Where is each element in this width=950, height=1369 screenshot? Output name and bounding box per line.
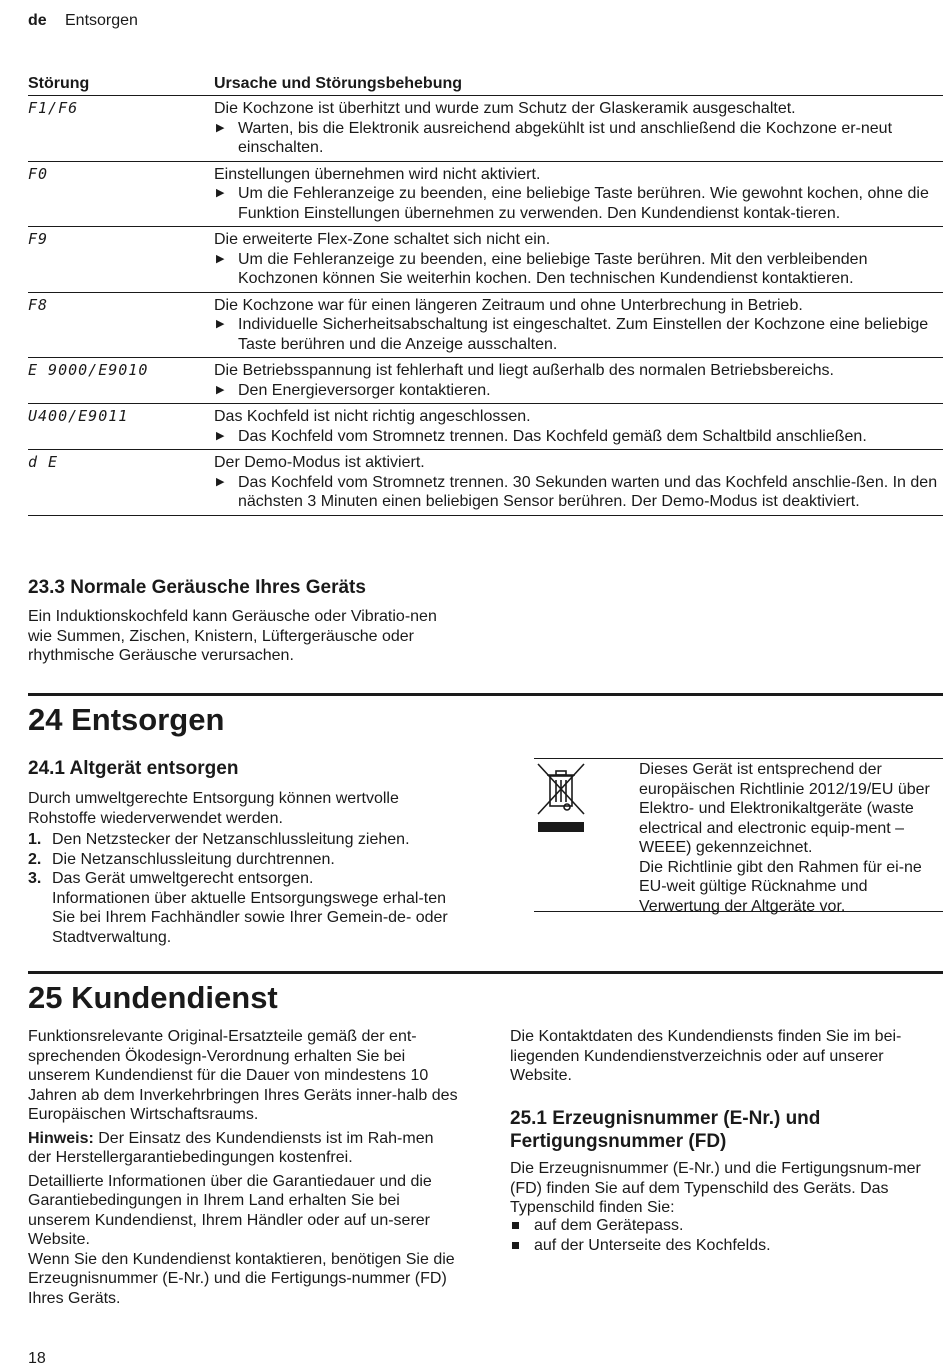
arrow-icon: ▶ (216, 475, 225, 488)
fault-cause: Das Kochfeld ist nicht richtig angeschlossen. (214, 408, 531, 425)
fault-code: F8 (28, 295, 49, 314)
service-contact-text: Die Kontaktdaten des Kundendiensts finden Sie im bei-liegenden Kundendienstverzeichnis oder auf unserer Website. (510, 1028, 902, 1084)
language-code: de (28, 12, 47, 29)
section-heading-25-1: 25.1 Erzeugnisnummer (E-Nr.) und Fertigungsnummer (FD) (510, 1108, 821, 1152)
fault-cause: Die erweiterte Flex-Zone schaltet sich nicht ein. (214, 231, 551, 248)
fault-action: Individuelle Sicherheitsabschaltung ist eingeschaltet. Zum Einstellen der Kochzone eine beliebige Taste berühren und die Anzeige ausschalten. (238, 316, 929, 353)
page-number: 18 (28, 1350, 46, 1367)
table-header (28, 73, 943, 96)
fault-cause: Die Kochzone ist überhitzt und wurde zum Schutz der Glaskeramik ausgeschaltet. (214, 100, 796, 117)
list-item: 2. Die Netzanschlussleitung durchtrennen. (28, 850, 335, 868)
table-row (28, 358, 943, 404)
table-row (28, 162, 943, 228)
fault-action: Das Kochfeld vom Stromnetz trennen. Das Kochfeld gemäß dem Schaltbild anschließen. (238, 427, 867, 445)
section-divider (28, 693, 943, 696)
fault-action: Warten, bis die Elektronik ausreichend abgekühlt ist und anschließend die Kochzone er-neut einschalten. (238, 119, 893, 156)
fault-action: Den Energieversorger kontaktieren. (238, 381, 491, 399)
disposal-steps (28, 830, 458, 947)
table-row (28, 96, 943, 162)
table-row (28, 227, 943, 293)
column-header-cause: Ursache und Störungsbehebung (214, 75, 463, 92)
list-item: auf dem Gerätepass. (510, 1216, 943, 1236)
fault-code: F1/F6 (28, 99, 79, 117)
column-header-fault: Störung (28, 75, 90, 92)
fault-code: E 9000/E9010 (28, 361, 149, 379)
fault-cause: Einstellungen übernehmen wird nicht aktiviert. (214, 165, 541, 183)
table-row (28, 450, 943, 516)
fault-table (28, 73, 943, 516)
section-divider (28, 971, 943, 974)
chapter-title: Entsorgen (65, 12, 138, 29)
chapter-heading-25: 25 Kundendienst (28, 980, 278, 1015)
list-item: auf der Unterseite des Kochfelds. (510, 1236, 943, 1256)
bullet-icon (512, 1242, 519, 1249)
section-heading-23-3: 23.3 Normale Geräusche Ihres Geräts (28, 577, 366, 598)
weee-top-rule (534, 758, 943, 759)
weee-crossed-bin-icon (536, 762, 588, 834)
fault-code: F0 (28, 164, 49, 183)
fault-action: Um die Fehleranzeige zu beenden, eine beliebige Taste berühren. Wie gewohnt kochen, ohne die Funktion Einstellungen übernehmen zu verwenden. Den Kundendienst kontak-tieren. (238, 185, 929, 222)
chapter-heading-24: 24 Entsorgen (28, 702, 225, 737)
service-left-column: Funktionsrelevante Original-Ersatzteile gemäß der ent-sprechenden Ökodesign-Verordnung erhalten Sie bei unserem Kundendienst für die Dauer von mindestens 10 Jahren ab dem Inverkehrbringen Ihres Geräts inner-halb des Europäischen Wirtschaftsraums. Hinweis: Der Einsatz des Kundendiensts ist im Rah-men der Herstellergarantiebedingungen kostenfrei. Detaillierte Informationen über die Garantiedauer und die Garantiebedingungen in Ihrem Land erhalten Sie bei unserem Kundendienst, Ihrem Händler oder auf un-serer Website. Wenn Sie den Kundendienst kontaktieren, benötigen Sie die Erzeugnisnummer (E-Nr.) und die Fertigungs-nummer (FD) Ihres Geräts. (28, 1028, 458, 1307)
disposal-intro: Durch umweltgerechte Entsorgung können wertvolle Rohstoffe wiederverwendet werden. (28, 790, 399, 827)
fault-cause: Die Betriebsspannung ist fehlerhaft und liegt außerhalb des normalen Betriebsbereichs. (214, 362, 834, 379)
nameplate-text: Die Erzeugnisnummer (E-Nr.) und die Fertigungsnum-mer (FD) finden Sie auf dem Typenschild des Geräts. Das Typenschild finden Sie: (510, 1160, 921, 1216)
arrow-icon: ▶ (216, 383, 225, 396)
fault-code: F9 (28, 230, 49, 248)
table-row (28, 404, 943, 450)
arrow-icon: ▶ (216, 252, 225, 265)
section-heading-24-1: 24.1 Altgerät entsorgen (28, 758, 239, 779)
arrow-icon: ▶ (216, 318, 225, 330)
fault-code: d E (28, 453, 59, 471)
arrow-icon: ▶ (216, 429, 225, 442)
weee-text: Dieses Gerät ist entsprechend der europäischen Richtlinie 2012/19/EU über Elektro- und Elektronikaltgeräte (waste electrical and electronic equip-ment – WEEE) gekennzeichnet. Die Richtlinie gibt den Rahmen für ei-ne EU-weit gültige Rücknahme und Verwertung der Altgeräte vor. (639, 761, 930, 915)
list-item: 3. Das Gerät umweltgerecht entsorgen. Informationen über aktuelle Entsorgungswege erhal-ten Sie bei Ihrem Fachhändler sowie Ihrer Gemein-de- oder Stadtverwaltung. (28, 870, 448, 946)
table-row (28, 293, 943, 359)
fault-action: Um die Fehleranzeige zu beenden, eine beliebige Taste berühren. Mit den verbleibenden Kochzonen können Sie weiterhin kochen. Den technischen Kundendienst kontaktieren. (238, 250, 868, 287)
fault-cause: Die Kochzone war für einen längeren Zeitraum und ohne Unterbrechung in Betrieb. (214, 296, 803, 314)
nameplate-locations (510, 1216, 943, 1255)
list-item: 1. Den Netzstecker der Netzanschlussleitung ziehen. (28, 831, 410, 848)
fault-action: Das Kochfeld vom Stromnetz trennen. 30 Sekunden warten und das Kochfeld anschlie-ßen. In den nächsten 3 Minuten einen beliebigen Sensor berühren. Der Demo-Modus ist deaktiviert. (238, 473, 938, 510)
arrow-icon: ▶ (216, 187, 225, 199)
fault-code: U400/E9011 (28, 407, 129, 425)
section-text-23-3: Ein Induktionskochfeld kann Geräusche oder Vibratio-nen wie Summen, Zischen, Knistern, Lüftergeräusche oder rhythmische Geräusche verursachen. (28, 608, 437, 664)
fault-cause: Der Demo-Modus ist aktiviert. (214, 454, 425, 471)
arrow-icon: ▶ (216, 121, 225, 134)
bullet-icon (512, 1222, 519, 1229)
